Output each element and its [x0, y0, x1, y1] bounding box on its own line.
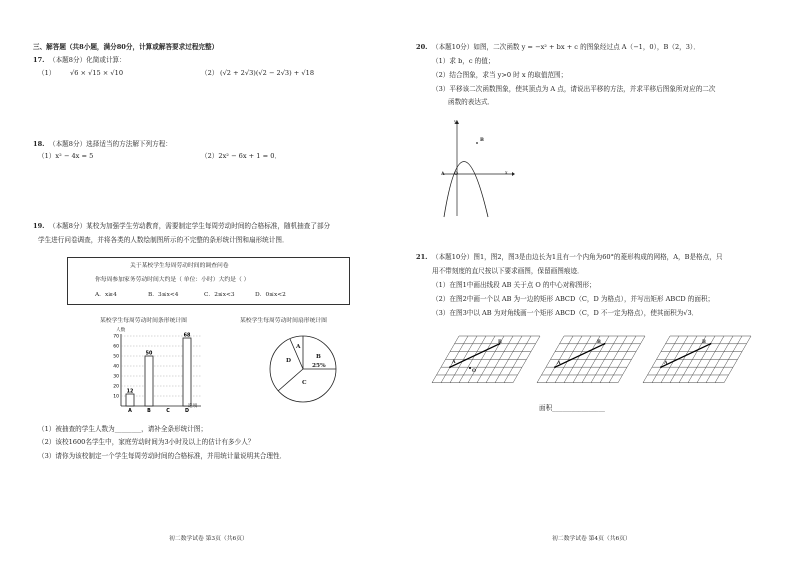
- q21-number: 21.: [416, 253, 428, 261]
- bar-y-tick-label: 40: [113, 364, 119, 370]
- fig2-label-a: A: [557, 361, 561, 366]
- graph-label-b: B: [480, 138, 484, 143]
- q20-part3-line1: （3）平移该二次函数图象，使其顶点为 A 点，请说出平移的方法，并求平移后图象所对应的二次: [432, 85, 716, 93]
- q19-sub1: （1）被抽查的学生人数为________，请补全条形统计图；: [38, 425, 208, 433]
- bar-a: [126, 394, 134, 406]
- fig1-label-b: B: [498, 340, 502, 345]
- bar-category-label: D: [185, 409, 189, 414]
- q17-part2-label: （2）: [201, 69, 219, 77]
- survey-option-a: A．x≥4: [95, 292, 117, 298]
- q20-part1: （1）求 b，c 的值；: [432, 57, 495, 65]
- q19-number: 19.: [33, 222, 45, 230]
- q21-stem-line2: 用不带刻度的直尺按以下要求画图，保留画图痕迹．: [432, 267, 584, 275]
- grid-point: [449, 366, 451, 368]
- segment-ab: [555, 344, 605, 367]
- q21-area-blank[interactable]: 面积________________: [539, 404, 605, 412]
- bar-y-tick-label: 60: [113, 344, 119, 350]
- section-header: 三、解答题（共8小题，满分80分，计算或解答要求过程完整）: [33, 43, 219, 51]
- q17-part2-expr: (√2 + 2√3)(√2 − 2√3) + √18: [220, 69, 315, 77]
- q19-stem-line2: 学生进行问卷调查，并将各类的人数绘制图所示的不完整的条形统计图和扇形统计图．: [38, 236, 289, 244]
- graph-label-o: O: [454, 172, 459, 177]
- bar-d: [183, 338, 191, 406]
- grid-point: [660, 366, 662, 368]
- q21-stem-line1: （本题10分）图1，图2，图3是由边长为1且有一个内角为60°的菱形构成的网格，A，B是格点，只: [432, 253, 723, 261]
- bar-y-label: 人数: [116, 328, 126, 333]
- survey-option-d: D．0≤x<2: [255, 292, 286, 298]
- q18-stem: （本题8分）选择适当的方法解下列方程：: [49, 140, 172, 148]
- q17-number: 17.: [33, 56, 45, 64]
- fig3-label-b: B: [702, 340, 706, 345]
- fig1-label-a: A: [452, 360, 456, 365]
- bar-y-tick-label: 20: [113, 384, 119, 390]
- survey-title: 关于某校学生每周劳动时间的调查问卷: [130, 263, 229, 269]
- graph-x-label: x: [505, 171, 508, 176]
- grid-point: [710, 343, 712, 345]
- point-o: [469, 367, 471, 369]
- bar-y-tick-label: 10: [113, 394, 119, 400]
- q17-part1-label: （1）: [38, 69, 56, 77]
- pie-chart: [268, 334, 338, 404]
- parabola-graph: [440, 118, 515, 218]
- x-axis-arrow: [512, 172, 515, 176]
- q21-part2: （2）在图2中画一个以 AB 为一边的矩形 ABCD（C，D 为格点），并写出矩形 ABCD 的面积；: [432, 295, 715, 303]
- q21-part1: （1）在图1中画出线段 AB 关于点 O 的中心对称图形；: [432, 281, 596, 289]
- grid-point: [604, 343, 606, 345]
- grid-figure-3: [643, 336, 751, 383]
- pie-label-b: B: [316, 354, 321, 360]
- bar-y-tick-label: 70: [113, 334, 119, 340]
- q18-number: 18.: [33, 140, 45, 148]
- q17-stem: （本题8分）化简或计算：: [49, 56, 126, 64]
- segment-ab: [450, 344, 500, 367]
- bar-y-tick-label: 50: [113, 354, 119, 360]
- pie-label-a: A: [296, 344, 301, 350]
- bar-category-label: B: [147, 409, 151, 414]
- fig1-label-o: O: [472, 369, 477, 374]
- q17-part1-expr: √6 × √15 × √10: [70, 69, 124, 77]
- q20-number: 20.: [416, 43, 428, 51]
- survey-question: 你每周参加家务劳动时间大约是（ 单位：小时）大约是（ ）: [95, 277, 250, 283]
- bar-value-label: 50: [145, 351, 153, 357]
- point-b-dot: [476, 142, 478, 144]
- graph-label-a: A: [441, 172, 445, 177]
- bar-category-label: A: [128, 409, 132, 414]
- bar-y-tick-label: 30: [113, 374, 119, 380]
- fig2-label-b: B: [597, 340, 601, 345]
- parabola-curve: [444, 162, 488, 218]
- bar-chart: [105, 328, 215, 413]
- q21-part3: （3）在图3中以 AB 为对角线画一个矩形 ABCD（C，D 不一定为格点），使其面积为√3．: [432, 309, 699, 317]
- left-footer: 初二数学试卷 第3页（共6页）: [169, 536, 248, 542]
- bar-category-label: C: [166, 409, 170, 414]
- pie-label-d: D: [286, 358, 292, 364]
- bar-b: [145, 356, 153, 406]
- q19-sub3: （3）请你为该校制定一个学生每周劳动时间的合格标准，并用统计量说明其合理性．: [38, 452, 287, 460]
- grid-point: [554, 366, 556, 368]
- survey-option-b: B．3≤x<4: [148, 292, 179, 298]
- pie-chart-title: 某校学生每周劳动时间扇形统计图: [240, 318, 327, 324]
- q18-part1: （1）x² − 4x = 5: [38, 152, 94, 160]
- q20-stem: （本题10分）如图，二次函数 y = −x² + bx + c 的图象经过点 A（−1，0），B（2，3）．: [432, 43, 700, 51]
- grid-figure-1: [432, 336, 540, 383]
- fig3-label-a: A: [664, 361, 668, 366]
- q19-sub2: （2）该校1600名学生中，家庭劳动时间为3小时及以上的估计有多少人？: [38, 438, 255, 446]
- bar-value-label: 12: [126, 389, 134, 395]
- grid-figure-2: [537, 336, 645, 383]
- bar-value-label: 68: [183, 333, 191, 339]
- bar-x-label: 选项: [188, 404, 198, 409]
- survey-option-c: C．2≤x<3: [204, 292, 235, 298]
- graph-y-label: y: [454, 120, 457, 125]
- bar-chart-title: 某校学生每周劳动时间条形统计图: [100, 318, 187, 324]
- q18-part2: （2）2x² − 6x + 1 = 0．: [201, 152, 281, 160]
- q20-part3-line2: 函数的表达式．: [448, 98, 495, 106]
- segment-ab: [661, 344, 711, 367]
- right-footer: 初二数学试卷 第4页（共6页）: [552, 536, 631, 542]
- q20-part2: （2）结合图象，求当 y>0 时 x 的取值范围；: [432, 71, 568, 79]
- pie-label-b-percent: 25%: [312, 363, 326, 369]
- pie-label-c: C: [302, 380, 307, 386]
- q19-stem-line1: （本题8分）某校为加强学生劳动教育，需要制定学生每周劳动时间的合格标准，随机抽查了部分: [49, 222, 331, 230]
